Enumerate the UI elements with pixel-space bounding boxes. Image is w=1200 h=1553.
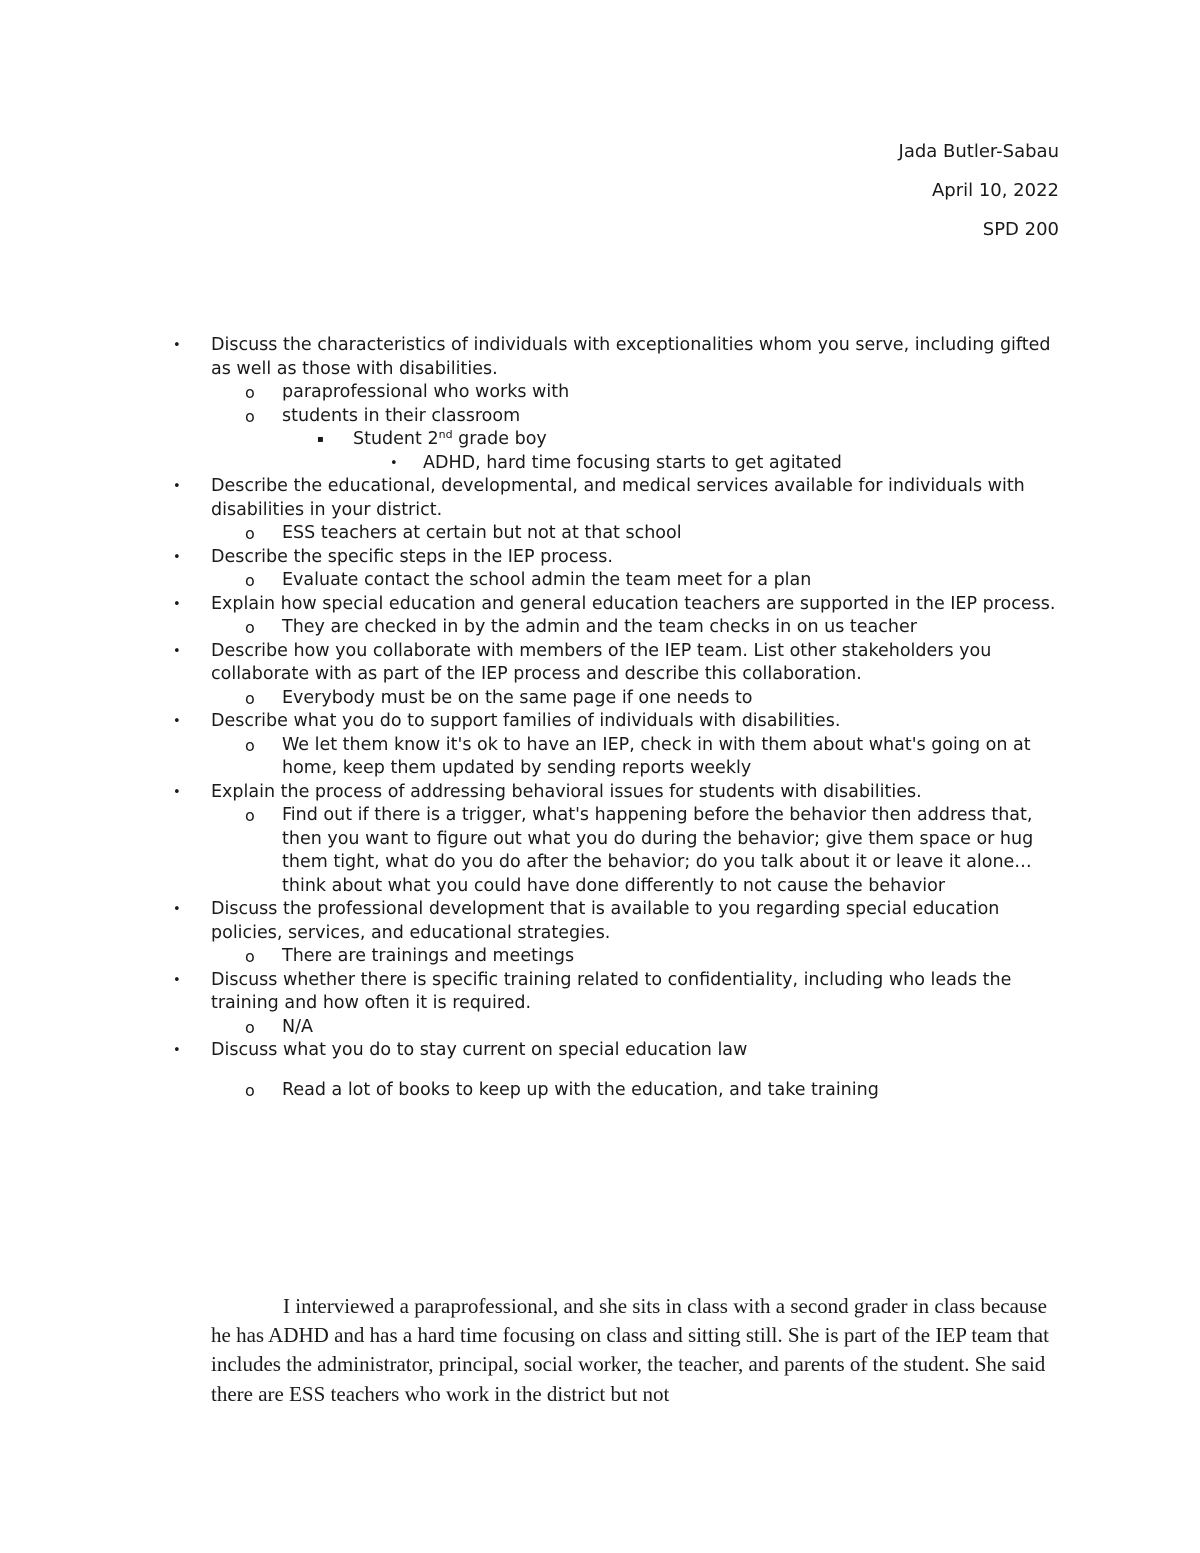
list-item-text: Explain the process of addressing behavioral issues for students with disabilities. [211, 781, 922, 802]
list-item [0, 381, 1200, 405]
list-item [0, 1079, 1200, 1103]
list-item-text: Find out if there is a trigger, what's happening before the behavior then address that, then you want to figure out what you do during the behavior; give them space or hug them tight, what do you do after the behavior; do you talk about it or leave it alone… think about what you could have done differently to not cause the behavior [282, 805, 1034, 896]
bullet-icon: • [390, 455, 398, 471]
list-item [0, 593, 1200, 617]
list-item [0, 710, 1200, 734]
list-item-text: Evaluate contact the school admin the team meet for a plan [282, 570, 812, 590]
circle-bullet-icon: o [245, 571, 255, 590]
bullet-icon: • [173, 479, 181, 494]
list-item [0, 969, 1200, 1016]
list-item [0, 1039, 1200, 1063]
document-date: April 10, 2022 [931, 180, 1059, 201]
list-item [0, 452, 1200, 476]
list-item [0, 428, 1200, 452]
bullet-icon: • [173, 902, 181, 917]
list-item [0, 522, 1200, 546]
circle-bullet-icon: o [245, 383, 255, 402]
list-item-text: Explain how special education and general education teachers are supported in the IEP process. [211, 593, 1056, 614]
circle-bullet-icon: o [245, 618, 255, 637]
list-item-text: Describe the educational, developmental, and medical services available for individuals with disabilities in your district. [211, 476, 1025, 520]
circle-bullet-icon: o [245, 735, 255, 755]
essay-paragraph: I interviewed a paraprofessional, and she sits in class with a second grader in class because he has ADHD and has a hard time focusing on class and sitting still. She is part of the IEP team that includes the administrator, principal, social worker, the teacher, and parents of the student. She said there are ESS teachers who work in the district but not [211, 1294, 1049, 1406]
list-item-text: Everybody must be on the same page if one needs to [282, 687, 753, 708]
list-item-text: There are trainings and meetings [282, 946, 575, 966]
bullet-icon: • [173, 972, 181, 988]
list-item-text: Discuss what you do to stay current on special education law [211, 1040, 748, 1060]
circle-bullet-icon: o [245, 1017, 255, 1037]
bullet-icon: • [173, 784, 181, 800]
list-item-text: Describe the specific steps in the IEP process. [211, 546, 613, 567]
circle-bullet-icon: o [245, 1080, 255, 1100]
essay-body [211, 1292, 1061, 1409]
list-item-text: Discuss whether there is specific training related to confidentiality, including who leads the training and how often it is required. [211, 969, 1012, 1013]
circle-bullet-icon: o [245, 688, 255, 708]
list-item-text: We let them know it's ok to have an IEP, check in with them about what's going on at home, keep them updated by sending reports weekly [282, 734, 1031, 778]
circle-bullet-icon: o [245, 406, 255, 426]
list-item-text: Describe what you do to support families of individuals with disabilities. [211, 711, 841, 731]
bullet-icon: • [173, 338, 181, 353]
list-item-text: ADHD, hard time focusing starts to get agitated [423, 452, 842, 473]
list-item [0, 616, 1200, 640]
list-item [0, 569, 1200, 593]
circle-bullet-icon: o [245, 524, 255, 543]
bullet-icon: • [173, 596, 181, 612]
bullet-icon: • [173, 643, 181, 659]
course-code: SPD 200 [982, 219, 1059, 240]
list-item-text-part: Student 2 [353, 429, 439, 449]
circle-bullet-icon: o [245, 806, 255, 825]
list-item-text [353, 428, 1060, 452]
list-item [0, 475, 1200, 522]
list-item [0, 405, 1200, 429]
list-item-text: Discuss the professional development that is available to you regarding special education policies, services, and educational strategies. [211, 899, 1000, 943]
list-item [0, 687, 1200, 711]
list-item-text: paraprofessional who works with [282, 382, 570, 402]
list-item-text: They are checked in by the admin and the team checks in on us teacher [282, 617, 917, 637]
author-name: Jada Butler-Sabau [898, 141, 1059, 162]
list-item [0, 1016, 1200, 1040]
ordinal-suffix: nd [438, 428, 453, 441]
list-item [0, 804, 1200, 898]
circle-bullet-icon: o [245, 947, 255, 966]
list-item [0, 781, 1200, 805]
bullet-icon: • [173, 714, 181, 729]
list-item-text: Discuss the characteristics of individuals with exceptionalities whom you serve, including gifted as well as those with disabilities. [211, 335, 1051, 379]
list-item [0, 734, 1200, 781]
list-item-text: Read a lot of books to keep up with the education, and take training [282, 1079, 879, 1100]
bullet-icon: • [173, 1043, 181, 1058]
list-item-text: Describe how you collaborate with members of the IEP team. List other stakeholders you collaborate with as part of the IEP process and describe this collaboration. [211, 640, 992, 684]
header-block [899, 140, 1059, 257]
list-item [0, 640, 1200, 687]
list-item-text: N/A [282, 1016, 313, 1037]
list-item-text: ESS teachers at certain but not at that school [282, 523, 682, 543]
list-item [0, 898, 1200, 945]
list-item [0, 334, 1200, 381]
list-item-text: students in their classroom [282, 405, 521, 426]
bullet-icon: • [173, 549, 181, 565]
list-item-text-part: grade boy [452, 429, 547, 449]
square-bullet-icon: ▪ [317, 434, 324, 445]
list-item [0, 945, 1200, 969]
list-item [0, 546, 1200, 570]
question-list [0, 334, 1200, 1102]
